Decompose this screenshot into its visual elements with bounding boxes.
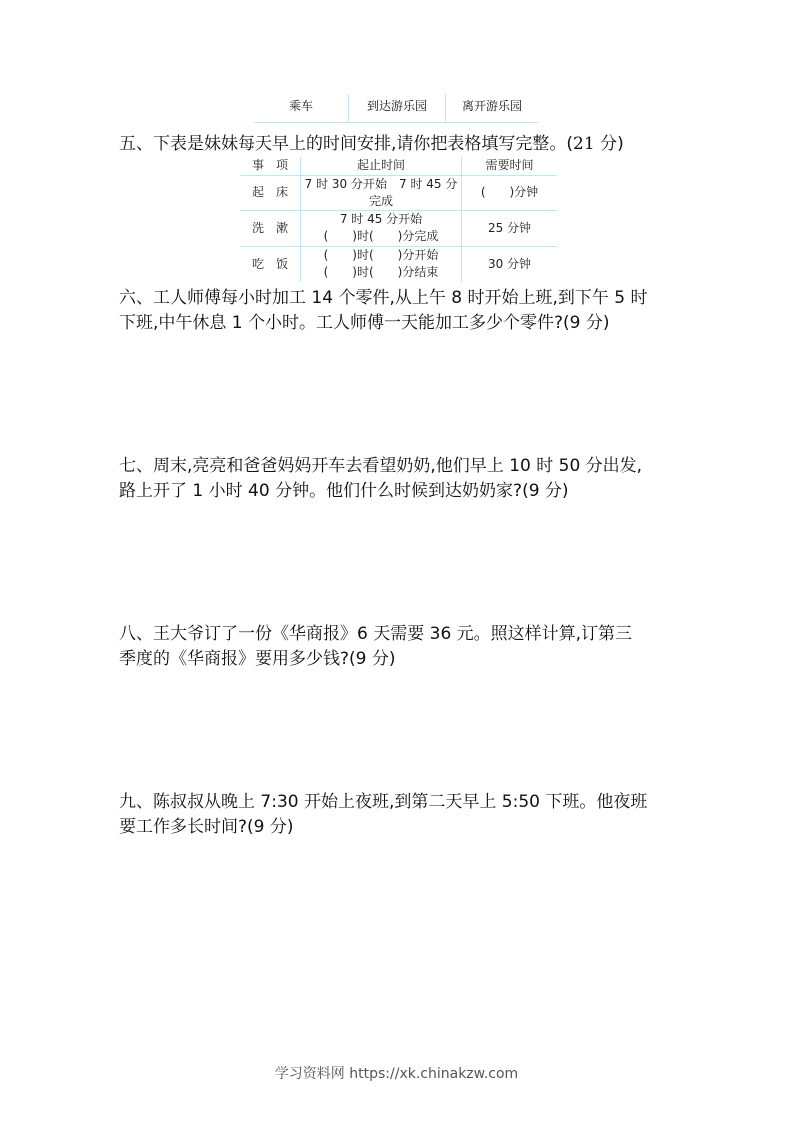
row-item: 起 床 bbox=[240, 175, 301, 210]
table-row bbox=[240, 175, 557, 210]
q5-points: 21 bbox=[573, 134, 595, 154]
cell-leave-park: 离开游乐园 bbox=[446, 94, 539, 116]
table-row bbox=[240, 210, 557, 246]
question-8: 八、王大爷订了一份《华商报》6 天需要 36 元。照这样计算,订第三 季度的《华商报》要用多少钱?(9 分) bbox=[119, 624, 633, 669]
row-duration-blank[interactable]: ( )分钟 bbox=[462, 175, 558, 210]
previous-table-fragment bbox=[254, 94, 538, 123]
morning-schedule-table bbox=[240, 157, 557, 282]
row-duration: 30 分钟 bbox=[462, 246, 558, 282]
row-item: 吃 饭 bbox=[240, 246, 301, 282]
blank-cell bbox=[349, 116, 446, 123]
header-time-range: 起止时间 bbox=[301, 157, 462, 175]
blank-cell bbox=[446, 116, 539, 123]
row-time[interactable]: ( )时( )分开始 ( )时( )分结束 bbox=[301, 246, 462, 282]
cell-arrive-park: 到达游乐园 bbox=[349, 94, 446, 116]
question-5: 五、下表是妹妹每天早上的时间安排,请你把表格填写完整。(21 分) bbox=[119, 134, 624, 154]
header-item: 事 项 bbox=[240, 157, 301, 175]
row-time: 7 时 30 分开始 7 时 45 分 完成 bbox=[301, 175, 462, 210]
question-6: 六、工人师傅每小时加工 14 个零件,从上午 8 时开始上班,到下午 5 时 下班,中午休息 1 个小时。工人师傅一天能加工多少个零件?(9 分) bbox=[119, 288, 648, 333]
cell-ride: 乘车 bbox=[288, 98, 313, 113]
table-row bbox=[240, 246, 557, 282]
row-item: 洗 漱 bbox=[240, 210, 301, 246]
header-duration: 需要时间 bbox=[462, 157, 558, 175]
row-duration: 25 分钟 bbox=[462, 210, 558, 246]
footer-watermark: 学习资料网 https://xk.chinakzw.com bbox=[274, 1066, 519, 1082]
row-time[interactable]: 7 时 45 分开始 ( )时( )分完成 bbox=[301, 210, 462, 246]
blank-cell bbox=[254, 116, 349, 123]
question-9: 九、陈叔叔从晚上 7:30 开始上夜班,到第二天早上 5:50 下班。他夜班 要工作多长时间?(9 分) bbox=[119, 792, 648, 837]
question-7: 七、周末,亮亮和爸爸妈妈开车去看望奶奶,他们早上 10 时 50 分出发, 路上开了 1 小时 40 分钟。他们什么时候到达奶奶家?(9 分) bbox=[119, 456, 643, 501]
